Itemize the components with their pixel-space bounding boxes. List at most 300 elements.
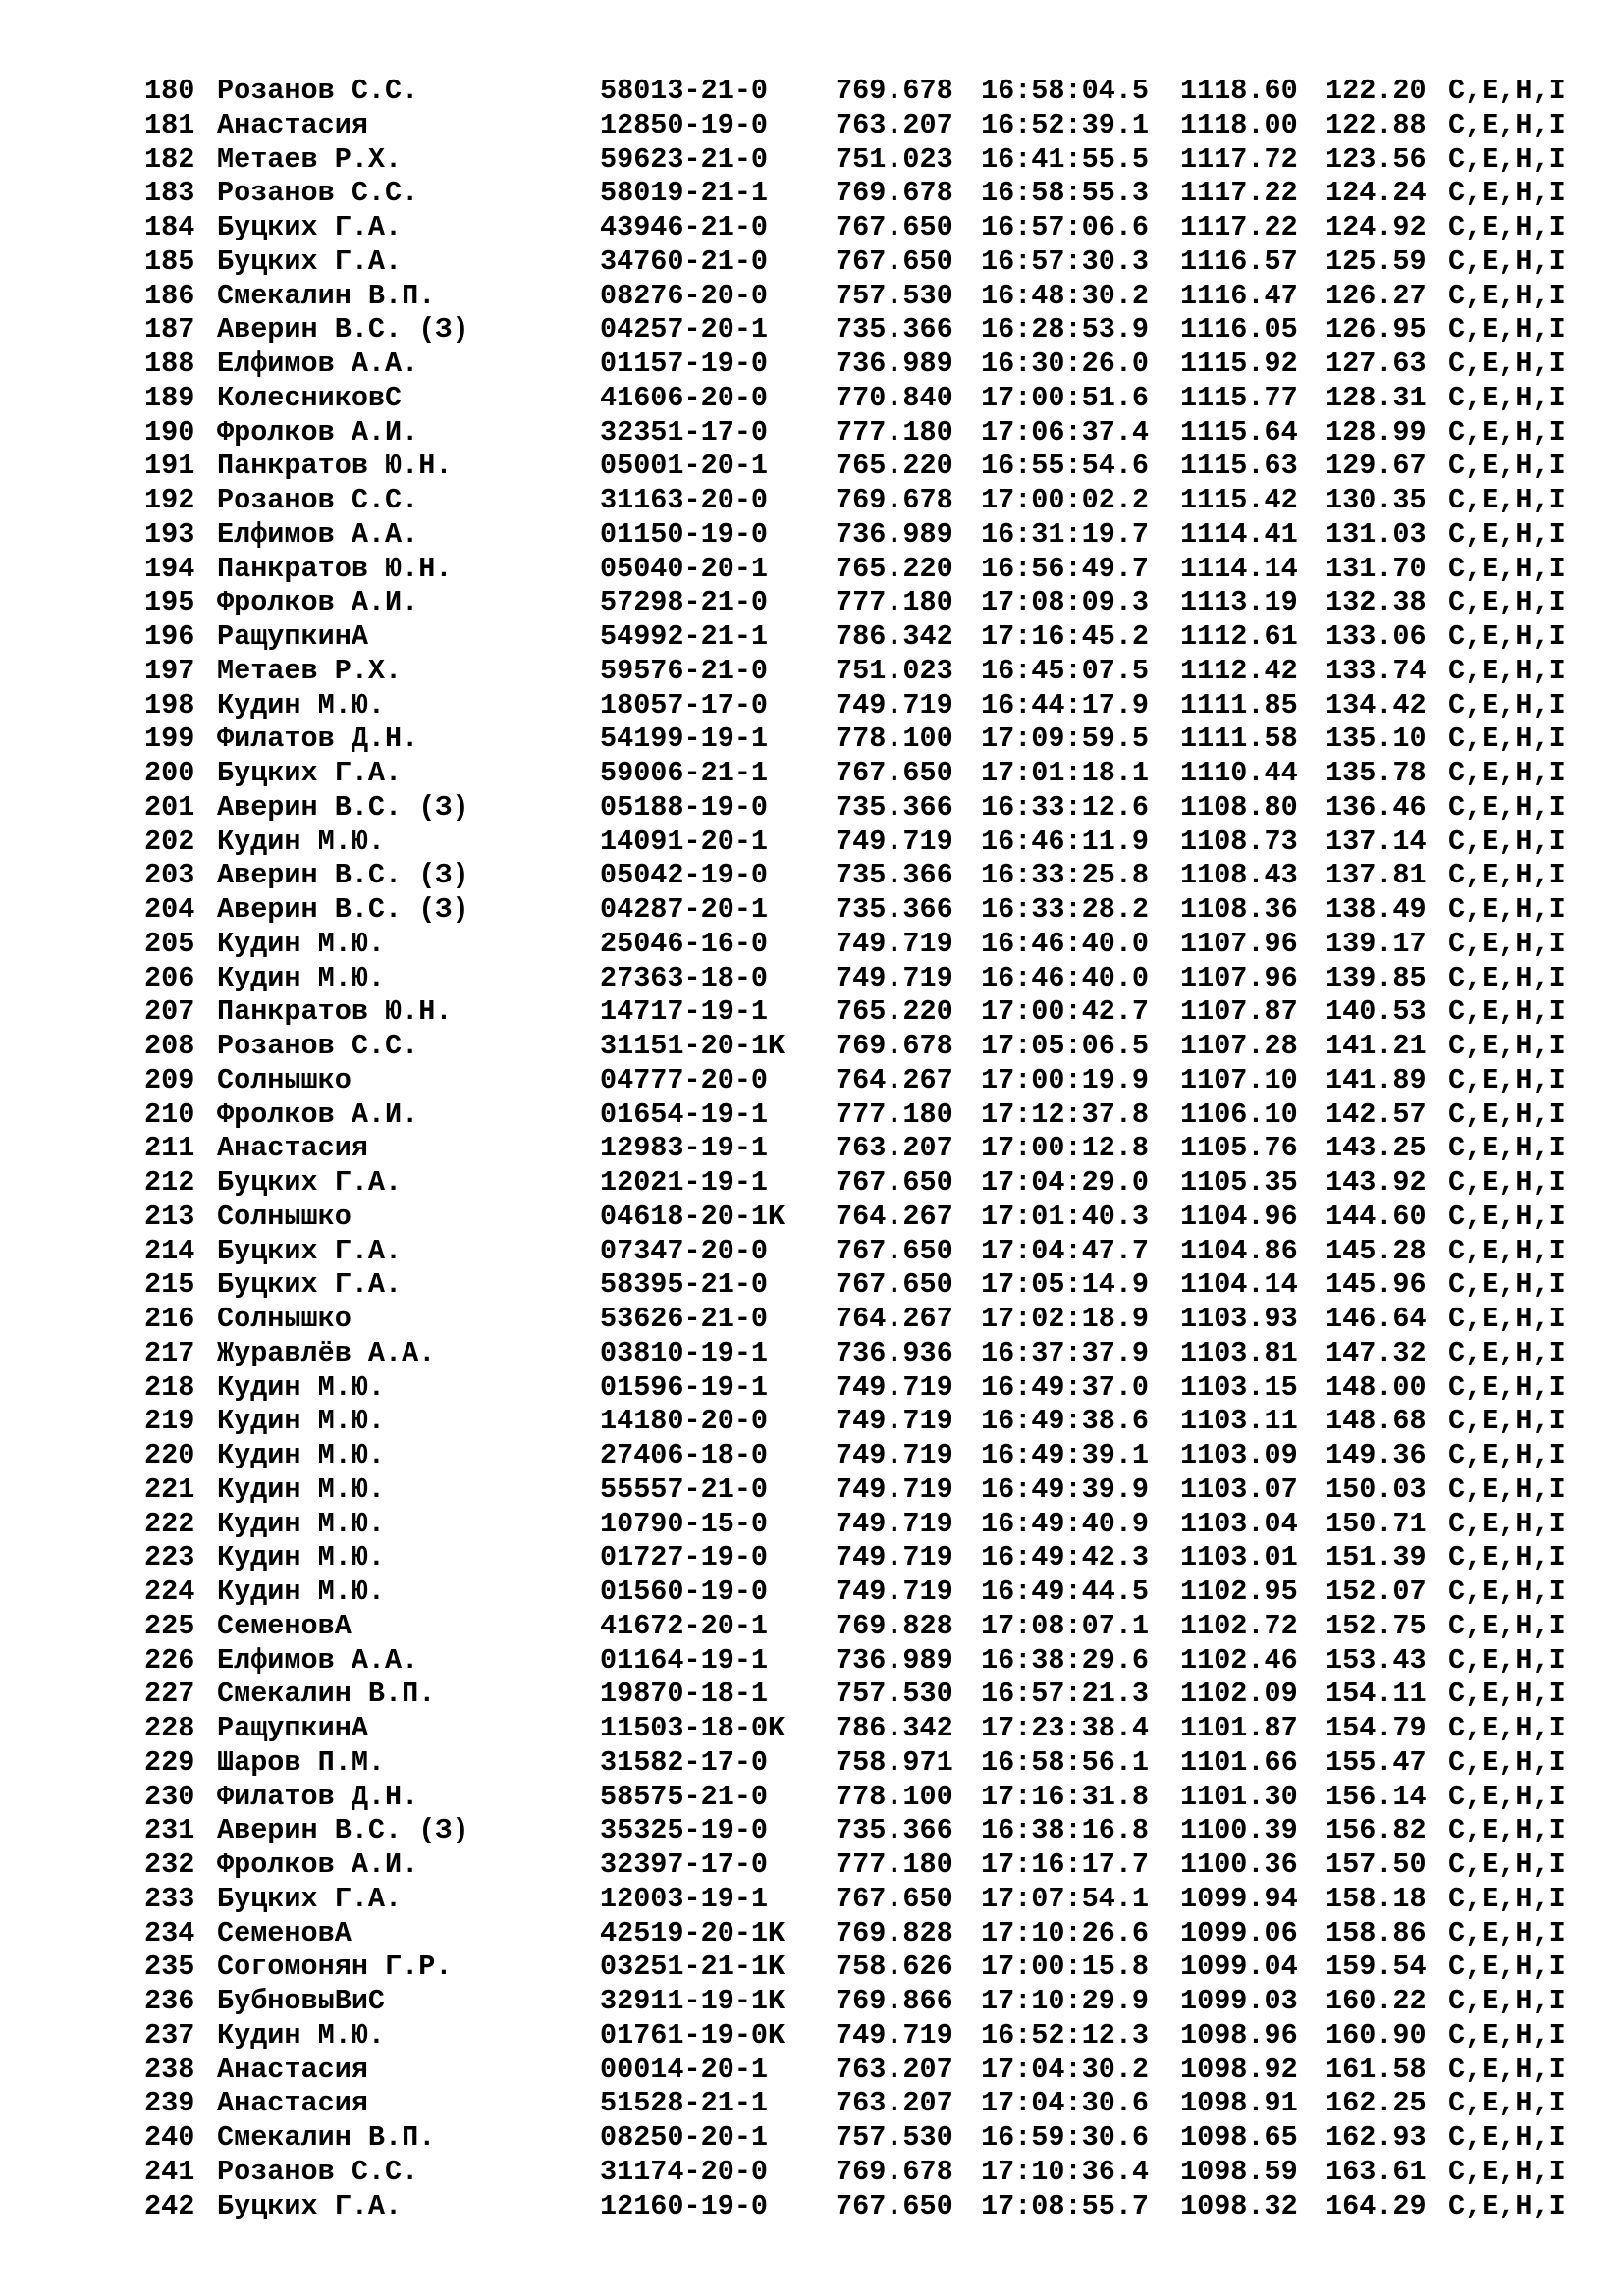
categories-cell: C,E,H,I	[1448, 2155, 1566, 2188]
fancier-name-cell: Аверин В.С. (З)	[217, 893, 469, 926]
speed-cell: 1098.32	[1180, 2189, 1298, 2222]
arrival-time-cell: 16:57:06.6	[981, 211, 1150, 243]
fancier-name-cell: Смекалин В.П.	[217, 2121, 436, 2154]
ring-code-cell: 04777-20-0	[600, 1063, 769, 1096]
table-row	[144, 1303, 1581, 1337]
distance-cell: 769.678	[836, 2155, 953, 2188]
points-cell: 128.31	[1326, 381, 1427, 414]
table-row	[144, 1132, 1581, 1166]
ring-code-cell: 32911-19-1K	[600, 1985, 785, 2017]
categories-cell: C,E,H,I	[1448, 1405, 1566, 1438]
place-number-cell: 211	[144, 1132, 195, 1165]
speed-cell: 1100.39	[1180, 1814, 1298, 1847]
ring-code-cell: 41606-20-0	[600, 381, 769, 414]
speed-cell: 1101.30	[1180, 1780, 1298, 1813]
distance-cell: 786.342	[836, 620, 953, 653]
points-cell: 130.35	[1326, 484, 1427, 516]
categories-cell: C,E,H,I	[1448, 1472, 1566, 1506]
speed-cell: 1103.93	[1180, 1303, 1298, 1335]
table-row	[144, 2121, 1581, 2156]
table-row	[144, 1439, 1581, 1473]
place-number-cell: 228	[144, 1712, 195, 1744]
table-row	[144, 689, 1581, 723]
points-cell: 159.54	[1326, 1950, 1427, 1984]
distance-cell: 767.650	[836, 1882, 953, 1915]
points-cell: 161.58	[1326, 2053, 1427, 2086]
distance-cell: 777.180	[836, 586, 953, 619]
speed-cell: 1099.04	[1180, 1950, 1298, 1984]
distance-cell: 749.719	[836, 1472, 953, 1506]
table-row	[144, 826, 1581, 860]
fancier-name-cell: Филатов Д.Н.	[217, 1780, 419, 1813]
place-number-cell: 185	[144, 244, 195, 278]
arrival-time-cell: 17:16:31.8	[981, 1780, 1150, 1813]
speed-cell: 1104.14	[1180, 1268, 1298, 1302]
points-cell: 141.89	[1326, 1063, 1427, 1096]
place-number-cell: 199	[144, 722, 195, 756]
table-row	[144, 2190, 1581, 2224]
distance-cell: 769.678	[836, 177, 953, 210]
points-cell: 124.24	[1326, 177, 1427, 210]
table-row	[144, 347, 1581, 382]
categories-cell: C,E,H,I	[1448, 1063, 1566, 1096]
points-cell: 126.27	[1326, 279, 1427, 312]
categories-cell: C,E,H,I	[1448, 1541, 1566, 1575]
categories-cell: C,E,H,I	[1448, 313, 1566, 347]
table-row	[144, 1575, 1581, 1610]
points-cell: 147.32	[1326, 1336, 1427, 1369]
ring-code-cell: 01727-19-0	[600, 1541, 769, 1575]
points-cell: 122.20	[1326, 75, 1427, 107]
place-number-cell: 183	[144, 177, 195, 210]
place-number-cell: 227	[144, 1678, 195, 1711]
fancier-name-cell: Кудин М.Ю.	[217, 1439, 386, 1471]
place-number-cell: 238	[144, 2053, 195, 2086]
table-row	[144, 1030, 1581, 1064]
place-number-cell: 191	[144, 450, 195, 483]
table-row	[144, 1917, 1581, 1951]
table-row	[144, 75, 1581, 109]
points-cell: 138.49	[1326, 893, 1427, 926]
points-cell: 135.10	[1326, 722, 1427, 756]
categories-cell: C,E,H,I	[1448, 825, 1566, 858]
arrival-time-cell: 16:33:28.2	[981, 893, 1150, 926]
table-row	[144, 1064, 1581, 1098]
fancier-name-cell: Кудин М.Ю.	[217, 1507, 386, 1540]
ring-code-cell: 27406-18-0	[600, 1439, 769, 1471]
ring-code-cell: 01164-19-1	[600, 1643, 769, 1677]
ring-code-cell: 14717-19-1	[600, 995, 769, 1029]
speed-cell: 1102.95	[1180, 1575, 1298, 1608]
table-row	[144, 1473, 1581, 1508]
points-cell: 158.86	[1326, 1916, 1427, 1949]
arrival-time-cell: 17:10:26.6	[981, 1916, 1150, 1949]
fancier-name-cell: Розанов С.С.	[217, 177, 419, 210]
distance-cell: 735.366	[836, 1814, 953, 1847]
place-number-cell: 206	[144, 961, 195, 994]
place-number-cell: 180	[144, 75, 195, 107]
place-number-cell: 200	[144, 757, 195, 789]
distance-cell: 735.366	[836, 790, 953, 824]
categories-cell: C,E,H,I	[1448, 1336, 1566, 1369]
ring-code-cell: 01596-19-1	[600, 1370, 769, 1404]
points-cell: 144.60	[1326, 1200, 1427, 1233]
distance-cell: 769.866	[836, 1985, 953, 2017]
categories-cell: C,E,H,I	[1448, 2018, 1566, 2052]
table-row	[144, 553, 1581, 587]
ring-code-cell: 01761-19-0K	[600, 2018, 785, 2052]
fancier-name-cell: БубновыВиС	[217, 1985, 386, 2017]
speed-cell: 1105.35	[1180, 1166, 1298, 1199]
distance-cell: 769.678	[836, 484, 953, 516]
arrival-time-cell: 16:57:21.3	[981, 1678, 1150, 1711]
points-cell: 134.42	[1326, 688, 1427, 721]
ring-code-cell: 53626-21-0	[600, 1303, 769, 1335]
ring-code-cell: 03810-19-1	[600, 1336, 769, 1369]
table-row	[144, 1678, 1581, 1712]
arrival-time-cell: 16:31:19.7	[981, 517, 1150, 551]
place-number-cell: 196	[144, 620, 195, 653]
table-row	[144, 2087, 1581, 2121]
fancier-name-cell: Елфимов А.А.	[217, 517, 419, 551]
ring-code-cell: 35325-19-0	[600, 1814, 769, 1847]
points-cell: 127.63	[1326, 347, 1427, 380]
points-cell: 122.88	[1326, 108, 1427, 141]
fancier-name-cell: Буцких Г.А.	[217, 1882, 403, 1915]
distance-cell: 767.650	[836, 1234, 953, 1267]
speed-cell: 1104.96	[1180, 1200, 1298, 1233]
speed-cell: 1117.72	[1180, 142, 1298, 176]
speed-cell: 1102.09	[1180, 1678, 1298, 1711]
speed-cell: 1103.09	[1180, 1439, 1298, 1471]
speed-cell: 1103.04	[1180, 1507, 1298, 1540]
speed-cell: 1110.44	[1180, 757, 1298, 789]
distance-cell: 767.650	[836, 757, 953, 789]
ring-code-cell: 43946-21-0	[600, 211, 769, 243]
fancier-name-cell: Анастасия	[217, 2053, 368, 2086]
table-row	[144, 1235, 1581, 1269]
distance-cell: 777.180	[836, 1848, 953, 1881]
points-cell: 128.99	[1326, 415, 1427, 449]
points-cell: 133.06	[1326, 620, 1427, 653]
table-row	[144, 280, 1581, 314]
ring-code-cell: 05042-19-0	[600, 859, 769, 892]
ring-code-cell: 12003-19-1	[600, 1882, 769, 1915]
arrival-time-cell: 17:07:54.1	[981, 1882, 1150, 1915]
place-number-cell: 215	[144, 1268, 195, 1302]
arrival-time-cell: 17:12:37.8	[981, 1097, 1150, 1131]
speed-cell: 1103.81	[1180, 1336, 1298, 1369]
table-row	[144, 416, 1581, 451]
speed-cell: 1117.22	[1180, 211, 1298, 243]
points-cell: 150.03	[1326, 1472, 1427, 1506]
place-number-cell: 241	[144, 2155, 195, 2188]
points-cell: 164.29	[1326, 2189, 1427, 2222]
place-number-cell: 240	[144, 2121, 195, 2154]
table-row	[144, 1337, 1581, 1371]
categories-cell: C,E,H,I	[1448, 517, 1566, 551]
distance-cell: 749.719	[836, 927, 953, 960]
fancier-name-cell: Розанов С.С.	[217, 75, 419, 107]
speed-cell: 1115.63	[1180, 450, 1298, 483]
table-row	[144, 1985, 1581, 2019]
arrival-time-cell: 16:38:29.6	[981, 1643, 1150, 1677]
table-row	[144, 1508, 1581, 1542]
points-cell: 148.00	[1326, 1370, 1427, 1404]
table-row	[144, 177, 1581, 211]
arrival-time-cell: 17:23:38.4	[981, 1712, 1150, 1744]
points-cell: 142.57	[1326, 1097, 1427, 1131]
fancier-name-cell: Буцких Г.А.	[217, 757, 403, 789]
categories-cell: C,E,H,I	[1448, 552, 1566, 585]
fancier-name-cell: Аверин В.С. (З)	[217, 1814, 469, 1847]
fancier-name-cell: Солнышко	[217, 1063, 352, 1096]
speed-cell: 1108.80	[1180, 790, 1298, 824]
place-number-cell: 184	[144, 211, 195, 243]
points-cell: 126.95	[1326, 313, 1427, 347]
categories-cell: C,E,H,I	[1448, 1507, 1566, 1540]
categories-cell: C,E,H,I	[1448, 995, 1566, 1029]
distance-cell: 765.220	[836, 995, 953, 1029]
fancier-name-cell: КолесниковС	[217, 381, 403, 414]
ring-code-cell: 41672-20-1	[600, 1609, 769, 1642]
table-row	[144, 2019, 1581, 2054]
distance-cell: 763.207	[836, 2087, 953, 2120]
fancier-name-cell: Панкратов Ю.Н.	[217, 450, 453, 483]
distance-cell: 736.989	[836, 1643, 953, 1677]
table-row	[144, 1098, 1581, 1133]
arrival-time-cell: 17:04:29.0	[981, 1166, 1150, 1199]
distance-cell: 757.530	[836, 279, 953, 312]
speed-cell: 1108.36	[1180, 893, 1298, 926]
place-number-cell: 229	[144, 1745, 195, 1779]
place-number-cell: 220	[144, 1439, 195, 1471]
categories-cell: C,E,H,I	[1448, 1303, 1566, 1335]
fancier-name-cell: Елфимов А.А.	[217, 347, 419, 380]
distance-cell: 749.719	[836, 2018, 953, 2052]
table-row	[144, 1848, 1581, 1883]
points-cell: 131.03	[1326, 517, 1427, 551]
table-row	[144, 655, 1581, 689]
points-cell: 151.39	[1326, 1541, 1427, 1575]
arrival-time-cell: 17:00:42.7	[981, 995, 1150, 1029]
distance-cell: 764.267	[836, 1200, 953, 1233]
categories-cell: C,E,H,I	[1448, 1575, 1566, 1608]
speed-cell: 1104.86	[1180, 1234, 1298, 1267]
fancier-name-cell: Анастасия	[217, 108, 368, 141]
distance-cell: 749.719	[836, 1439, 953, 1471]
place-number-cell: 236	[144, 1985, 195, 2017]
distance-cell: 736.936	[836, 1336, 953, 1369]
fancier-name-cell: СеменовА	[217, 1916, 352, 1949]
arrival-time-cell: 16:58:56.1	[981, 1745, 1150, 1779]
speed-cell: 1114.14	[1180, 552, 1298, 585]
place-number-cell: 201	[144, 790, 195, 824]
points-cell: 146.64	[1326, 1303, 1427, 1335]
table-row	[144, 1268, 1581, 1303]
place-number-cell: 207	[144, 995, 195, 1029]
arrival-time-cell: 16:37:37.9	[981, 1336, 1150, 1369]
place-number-cell: 218	[144, 1370, 195, 1404]
distance-cell: 735.366	[836, 893, 953, 926]
categories-cell: C,E,H,I	[1448, 1848, 1566, 1881]
table-row	[144, 893, 1581, 928]
fancier-name-cell: Фролков А.И.	[217, 1848, 419, 1881]
place-number-cell: 202	[144, 825, 195, 858]
arrival-time-cell: 16:49:39.9	[981, 1472, 1150, 1506]
table-row	[144, 450, 1581, 484]
arrival-time-cell: 17:08:07.1	[981, 1609, 1150, 1642]
ring-code-cell: 19870-18-1	[600, 1678, 769, 1711]
arrival-time-cell: 17:10:36.4	[981, 2155, 1150, 2188]
table-row	[144, 211, 1581, 245]
fancier-name-cell: Смекалин В.П.	[217, 279, 436, 312]
distance-cell: 763.207	[836, 2053, 953, 2086]
points-cell: 140.53	[1326, 995, 1427, 1029]
distance-cell: 749.719	[836, 961, 953, 994]
place-number-cell: 197	[144, 654, 195, 687]
points-cell: 154.79	[1326, 1712, 1427, 1744]
categories-cell: C,E,H,I	[1448, 1745, 1566, 1779]
speed-cell: 1117.22	[1180, 177, 1298, 210]
distance-cell: 778.100	[836, 722, 953, 756]
distance-cell: 749.719	[836, 688, 953, 721]
arrival-time-cell: 16:57:30.3	[981, 244, 1150, 278]
distance-cell: 763.207	[836, 1132, 953, 1165]
fancier-name-cell: Кудин М.Ю.	[217, 927, 386, 960]
speed-cell: 1107.10	[1180, 1063, 1298, 1096]
ring-code-cell: 10790-15-0	[600, 1507, 769, 1540]
ring-code-cell: 05001-20-1	[600, 450, 769, 483]
fancier-name-cell: Кудин М.Ю.	[217, 825, 386, 858]
ring-code-cell: 08250-20-1	[600, 2121, 769, 2154]
ring-code-cell: 12983-19-1	[600, 1132, 769, 1165]
arrival-time-cell: 17:02:18.9	[981, 1303, 1150, 1335]
place-number-cell: 198	[144, 688, 195, 721]
categories-cell: C,E,H,I	[1448, 1097, 1566, 1131]
speed-cell: 1098.92	[1180, 2053, 1298, 2086]
fancier-name-cell: Аверин В.С. (З)	[217, 859, 469, 892]
table-row	[144, 722, 1581, 757]
distance-cell: 763.207	[836, 108, 953, 141]
categories-cell: C,E,H,I	[1448, 415, 1566, 449]
fancier-name-cell: Буцких Г.А.	[217, 211, 403, 243]
ring-code-cell: 14180-20-0	[600, 1405, 769, 1438]
ring-code-cell: 12160-19-0	[600, 2189, 769, 2222]
categories-cell: C,E,H,I	[1448, 1439, 1566, 1471]
categories-cell: C,E,H,I	[1448, 2053, 1566, 2086]
arrival-time-cell: 16:56:49.7	[981, 552, 1150, 585]
points-cell: 156.82	[1326, 1814, 1427, 1847]
fancier-name-cell: Панкратов Ю.Н.	[217, 552, 453, 585]
categories-cell: C,E,H,I	[1448, 1200, 1566, 1233]
speed-cell: 1107.87	[1180, 995, 1298, 1029]
table-row	[144, 757, 1581, 791]
speed-cell: 1101.66	[1180, 1745, 1298, 1779]
fancier-name-cell: Панкратов Ю.Н.	[217, 995, 453, 1029]
speed-cell: 1114.41	[1180, 517, 1298, 551]
categories-cell: C,E,H,I	[1448, 586, 1566, 619]
place-number-cell: 239	[144, 2087, 195, 2120]
ring-code-cell: 18057-17-0	[600, 688, 769, 721]
distance-cell: 765.220	[836, 450, 953, 483]
speed-cell: 1098.65	[1180, 2121, 1298, 2154]
categories-cell: C,E,H,I	[1448, 620, 1566, 653]
place-number-cell: 193	[144, 517, 195, 551]
distance-cell: 758.971	[836, 1745, 953, 1779]
speed-cell: 1116.57	[1180, 244, 1298, 278]
place-number-cell: 208	[144, 1030, 195, 1062]
categories-cell: C,E,H,I	[1448, 1030, 1566, 1062]
categories-cell: C,E,H,I	[1448, 1814, 1566, 1847]
arrival-time-cell: 16:46:11.9	[981, 825, 1150, 858]
ring-code-cell: 07347-20-0	[600, 1234, 769, 1267]
arrival-time-cell: 16:46:40.0	[981, 927, 1150, 960]
distance-cell: 757.530	[836, 2121, 953, 2154]
ring-code-cell: 31151-20-1K	[600, 1030, 785, 1062]
table-row	[144, 859, 1581, 893]
place-number-cell: 217	[144, 1336, 195, 1369]
place-number-cell: 242	[144, 2189, 195, 2222]
categories-cell: C,E,H,I	[1448, 1882, 1566, 1915]
place-number-cell: 210	[144, 1097, 195, 1131]
table-row	[144, 1405, 1581, 1439]
fancier-name-cell: Фролков А.И.	[217, 415, 419, 449]
table-row	[144, 1644, 1581, 1679]
fancier-name-cell: Фролков А.И.	[217, 1097, 419, 1131]
place-number-cell: 212	[144, 1166, 195, 1199]
place-number-cell: 194	[144, 552, 195, 585]
arrival-time-cell: 17:08:09.3	[981, 586, 1150, 619]
categories-cell: C,E,H,I	[1448, 75, 1566, 107]
ring-code-cell: 32397-17-0	[600, 1848, 769, 1881]
arrival-time-cell: 16:52:12.3	[981, 2018, 1150, 2052]
ring-code-cell: 58013-21-0	[600, 75, 769, 107]
distance-cell: 757.530	[836, 1678, 953, 1711]
speed-cell: 1099.94	[1180, 1882, 1298, 1915]
table-row	[144, 791, 1581, 826]
categories-cell: C,E,H,I	[1448, 450, 1566, 483]
categories-cell: C,E,H,I	[1448, 961, 1566, 994]
ring-code-cell: 59006-21-1	[600, 757, 769, 789]
ring-code-cell: 32351-17-0	[600, 415, 769, 449]
points-cell: 123.56	[1326, 142, 1427, 176]
categories-cell: C,E,H,I	[1448, 177, 1566, 210]
distance-cell: 749.719	[836, 825, 953, 858]
ring-code-cell: 55557-21-0	[600, 1472, 769, 1506]
speed-cell: 1111.58	[1180, 722, 1298, 756]
points-cell: 145.28	[1326, 1234, 1427, 1267]
ring-code-cell: 04257-20-1	[600, 313, 769, 347]
distance-cell: 751.023	[836, 142, 953, 176]
categories-cell: C,E,H,I	[1448, 1234, 1566, 1267]
fancier-name-cell: Аверин В.С. (З)	[217, 313, 469, 347]
points-cell: 124.92	[1326, 211, 1427, 243]
distance-cell: 749.719	[836, 1370, 953, 1404]
distance-cell: 767.650	[836, 1268, 953, 1302]
place-number-cell: 234	[144, 1916, 195, 1949]
arrival-time-cell: 16:52:39.1	[981, 108, 1150, 141]
place-number-cell: 195	[144, 586, 195, 619]
arrival-time-cell: 16:48:30.2	[981, 279, 1150, 312]
fancier-name-cell: Кудин М.Ю.	[217, 1575, 386, 1608]
fancier-name-cell: Розанов С.С.	[217, 484, 419, 516]
points-cell: 160.90	[1326, 2018, 1427, 2052]
distance-cell: 777.180	[836, 415, 953, 449]
speed-cell: 1116.47	[1180, 279, 1298, 312]
table-row	[144, 1201, 1581, 1235]
fancier-name-cell: Журавлёв А.А.	[217, 1336, 436, 1369]
